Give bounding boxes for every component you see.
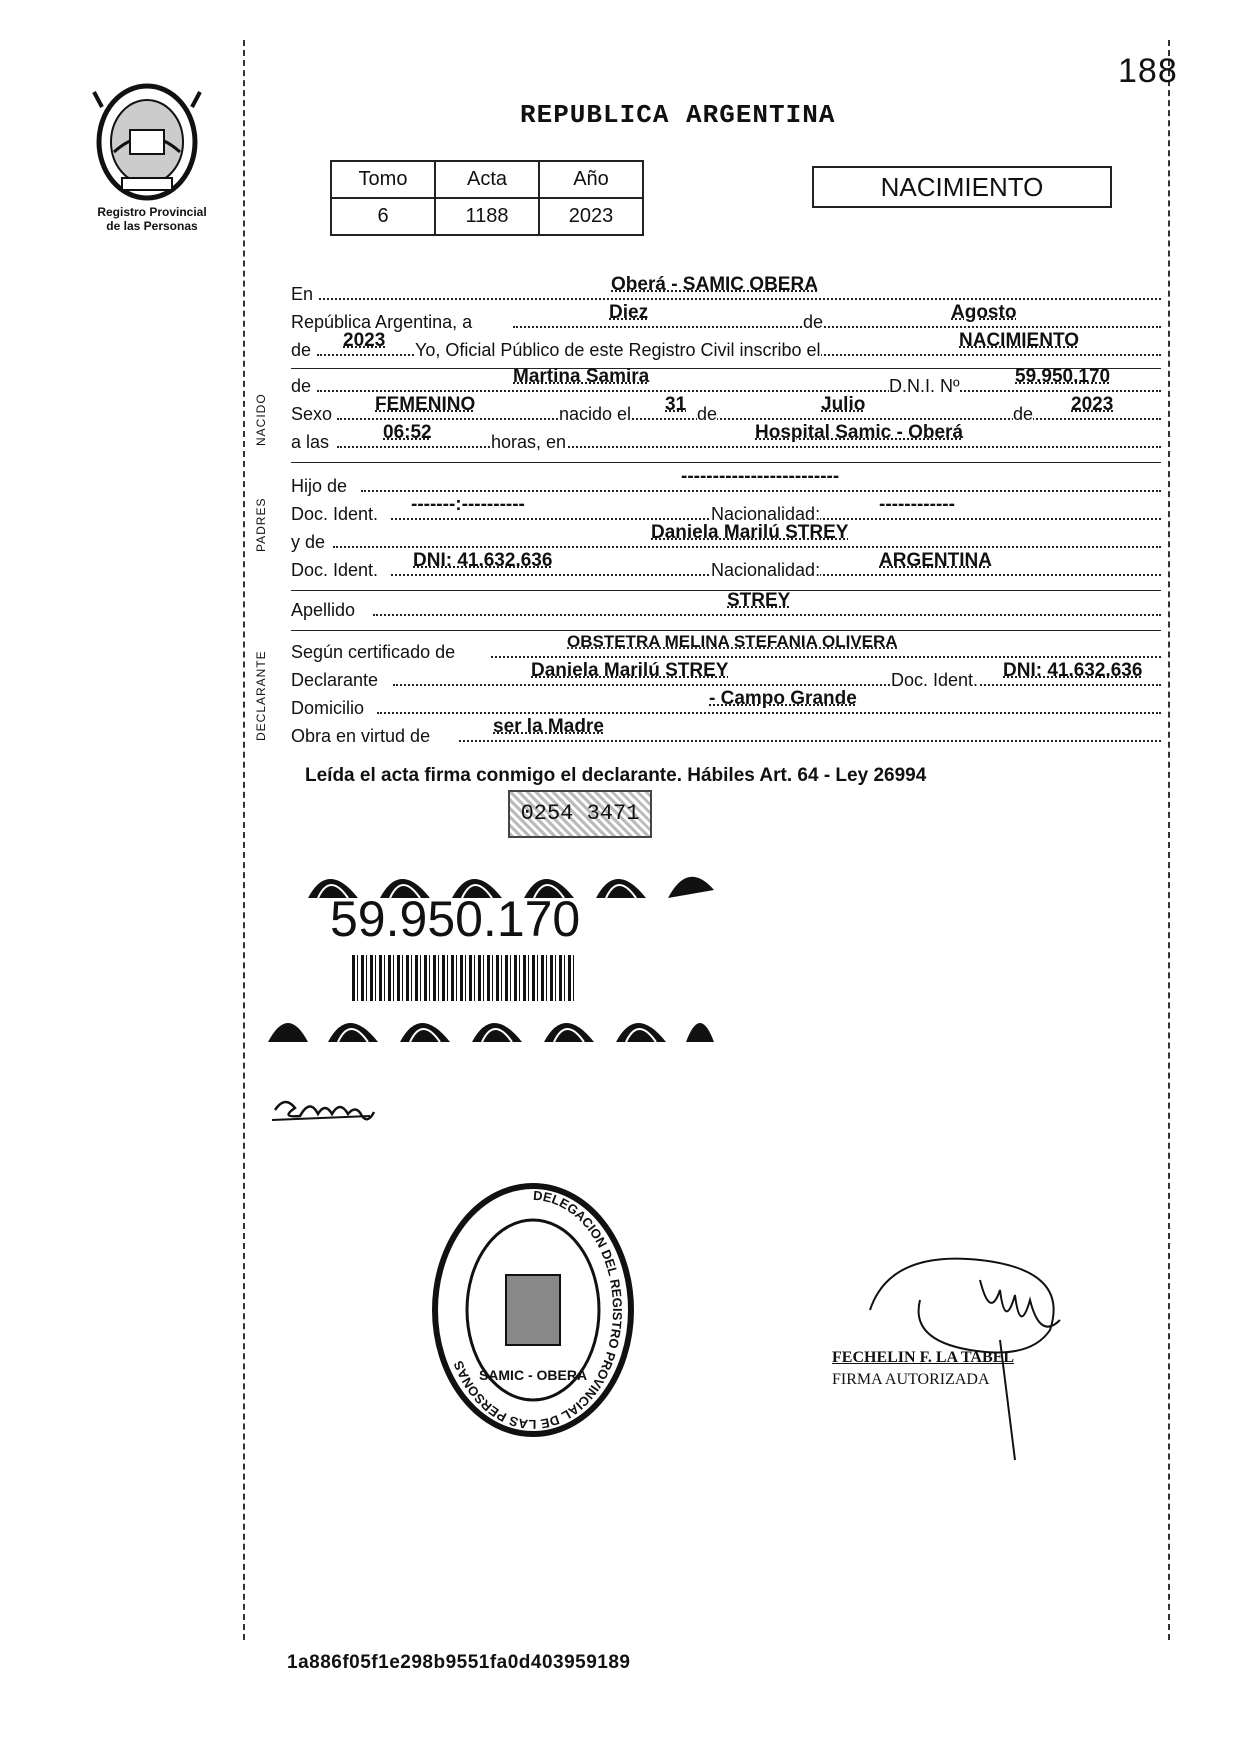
provincial-emblem-icon	[82, 82, 212, 202]
row-en	[291, 274, 1161, 306]
official-seal	[428, 1180, 638, 1445]
name-value: Martina Samira	[513, 366, 650, 387]
barcode-number: 59.950.170	[330, 891, 581, 947]
acta-type-box: NACIMIENTO	[812, 166, 1112, 208]
apellido-value: STREY	[727, 590, 791, 611]
birth-year: 2023	[1071, 394, 1114, 415]
official-seal-icon	[428, 1180, 638, 1440]
year-value: 2023	[343, 330, 386, 351]
svg-text:SAMIC - OBERA: SAMIC - OBERA	[478, 1367, 588, 1383]
legal-note: Leída el acta firma conmigo el declarante. Hábiles Art. 64 - Ley 26994	[305, 765, 927, 786]
document-hash: 1a886f05f1e298b9551fa0d403959189	[287, 1652, 631, 1673]
en-label: En	[291, 284, 314, 304]
barcode	[352, 955, 577, 1001]
firma-block	[832, 1347, 1014, 1391]
row-sexo: Sexo FEMENINO nacido el 31 de Julio de 2023	[291, 402, 1161, 426]
table-header: Tomo	[331, 161, 435, 198]
decl-doc-value: DNI: 41.632.636	[1003, 660, 1143, 681]
sexo-value: FEMENINO	[375, 394, 476, 415]
row-obra: Obra en virtud de ser la Madre	[291, 724, 1161, 748]
firma-caption: FIRMA AUTORIZADA	[832, 1371, 990, 1388]
handwritten-signature-icon	[270, 1090, 380, 1130]
birth-day: 31	[665, 394, 687, 415]
firma-name: FECHELIN F. LA TABEL	[832, 1349, 1014, 1366]
table-header: Año	[539, 161, 643, 198]
declarante-section-label: DECLARANTE	[254, 650, 268, 742]
row-cert: Según certificado de OBSTETRA MELINA STEFANIA OLIVERA	[291, 640, 1161, 664]
page-title: REPUBLICA ARGENTINA	[520, 100, 836, 130]
row-nombre: de Martina Samira D.N.I. Nº 59.950.170	[291, 374, 1161, 398]
fingerprint-pattern-icon	[268, 1004, 714, 1044]
padres-section-label: PADRES	[254, 497, 268, 553]
logo-caption: Registro Provincial de las Personas	[97, 205, 207, 233]
table-cell: 1188	[435, 198, 539, 235]
declarante-value: Daniela Marilú STREY	[531, 660, 729, 681]
declarant-signature	[270, 1090, 380, 1135]
security-stamp: 0254 3471	[508, 790, 652, 838]
left-margin-line	[243, 40, 245, 1640]
row-hijo: Hijo de -------------------------	[291, 474, 1161, 498]
page-number: 188	[1118, 52, 1178, 90]
registry-table	[330, 160, 644, 236]
en-value: Oberá - SAMIC OBERA	[611, 274, 818, 295]
doc2-value: DNI: 41.632.636	[413, 550, 553, 571]
cert-value: OBSTETRA MELINA STEFANIA OLIVERA	[567, 632, 898, 651]
row-apellido: Apellido STREY	[291, 598, 1161, 622]
svg-text:DELEGACION DEL REGISTRO PROVIN: DELEGACION DEL REGISTRO PROVINCIAL DE LAS PERSONAS	[450, 1187, 626, 1433]
misiones-logo	[82, 82, 212, 202]
nacido-section-label: NACIDO	[254, 393, 268, 447]
lugar-value: Hospital Samic - Oberá	[755, 422, 964, 443]
day-value: Diez	[609, 302, 649, 323]
table-cell: 2023	[539, 198, 643, 235]
row-declarante: Declarante Daniela Marilú STREY Doc. Ident. DNI: 41.632.636	[291, 668, 1161, 692]
birth-month: Julio	[821, 394, 866, 415]
inscribe-value: NACIMIENTO	[959, 330, 1079, 351]
row-madre: y de Daniela Marilú STREY	[291, 530, 1161, 554]
row-doc1: Doc. Ident. -------:---------- Nacionalidad: ------------	[291, 502, 1161, 526]
madre-value: Daniela Marilú STREY	[651, 522, 849, 543]
row-inscribe: de 2023 Yo, Oficial Público de este Registro Civil inscribo el NACIMIENTO	[291, 338, 1161, 362]
row-fecha: República Argentina, a Diez de Agosto	[291, 310, 1161, 334]
row-doc2: Doc. Ident. DNI: 41.632.636 Nacionalidad: ARGENTINA	[291, 558, 1161, 582]
row-hora: a las 06:52 horas, en Hospital Samic - Oberá	[291, 430, 1161, 454]
domicilio-value: - Campo Grande	[709, 688, 857, 709]
table-cell: 6	[331, 198, 435, 235]
dni-value: 59.950.170	[1015, 366, 1111, 387]
right-margin-line	[1168, 40, 1170, 1640]
hora-value: 06:52	[383, 422, 432, 443]
obra-value: ser la Madre	[493, 716, 604, 737]
nac2-value: ARGENTINA	[879, 550, 992, 571]
row-domicilio: Domicilio - Campo Grande	[291, 696, 1161, 720]
month-value: Agosto	[951, 302, 1017, 323]
table-header: Acta	[435, 161, 539, 198]
fingerprint-band-bottom	[268, 1004, 714, 1044]
